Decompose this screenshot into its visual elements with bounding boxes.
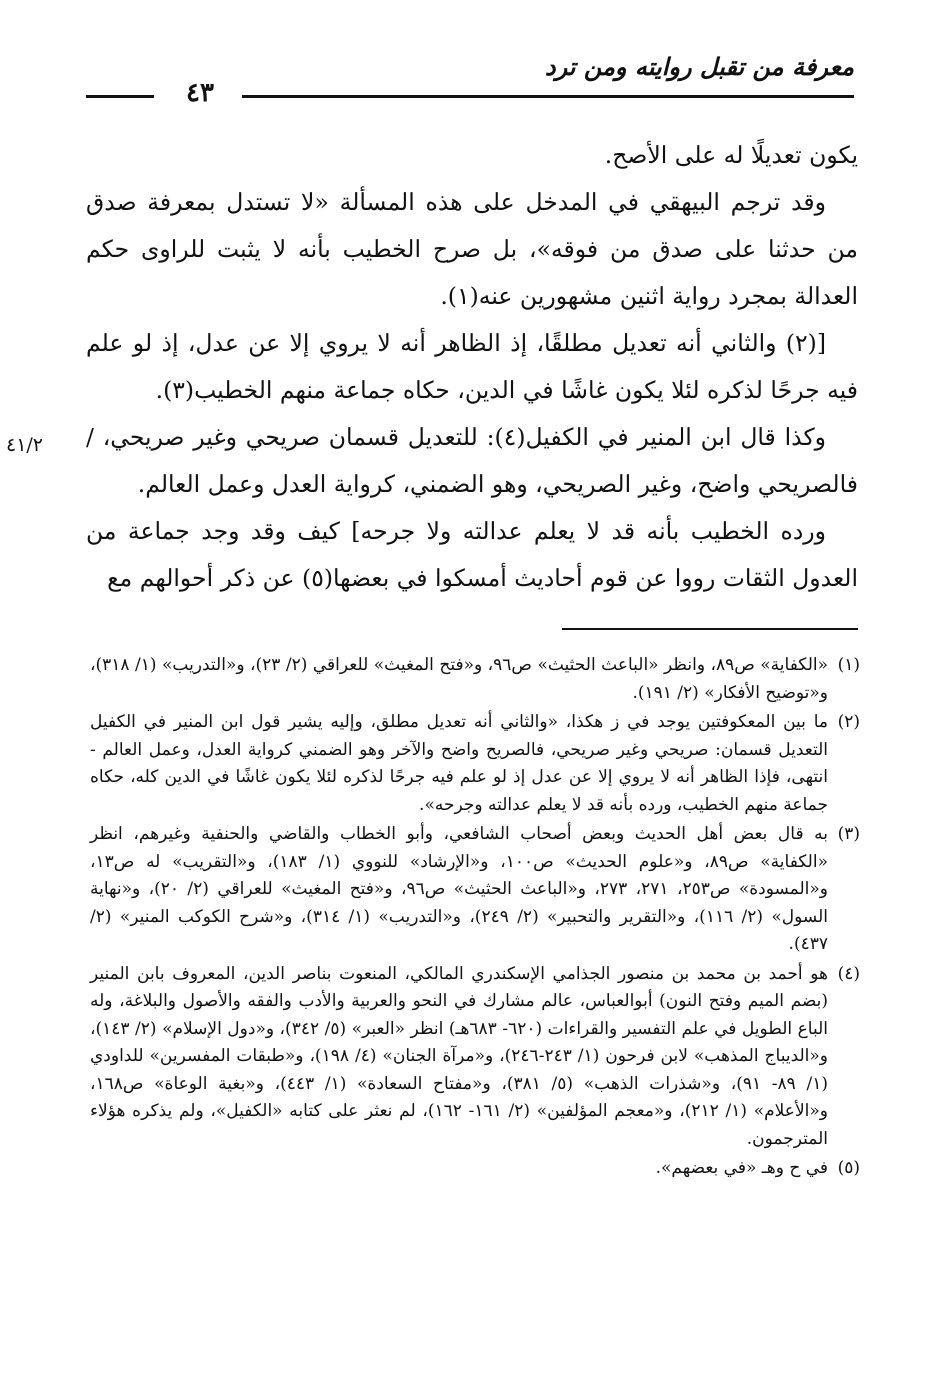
footnote-number: (٢) bbox=[837, 712, 860, 732]
footnote bbox=[90, 1155, 860, 1183]
footnote-separator bbox=[562, 628, 858, 630]
body-paragraph: يكون تعديلًا له على الأصح. bbox=[604, 141, 858, 169]
header-rule-left bbox=[86, 95, 154, 98]
footnote bbox=[90, 709, 860, 819]
footnote-text: به قال بعض أهل الحديث وبعض أصحاب الشافعي، وأبو الخطاب والقاضي والحنفية وغيرهم، انظر «الكفاية» ص٨٩، و«علوم الحديث» ص١٠٠، و«الإرشاد» للنووي (١/ ١٨٣)، و«التقريب» له ص١٣، و«المسودة» ص٢٥٣، ٢٧١، ٢٧٣، و«الباعث الحثيث» ص٩٦، و«فتح المغيث» للعراقي (٢/ ٢٠)، و«نهاية السول» (٢/ ١١٦)، و«التقرير والتحبير» (٢/ ٢٤٩)، و«التدريب» (١/ ٣١٤)، و«شرح الكوكب المنير» (٢/ ٤٣٧). bbox=[90, 824, 829, 954]
body-paragraph: ورده الخطيب بأنه قد لا يعلم عدالته ولا جرحه] كيف وقد وجد جماعة من العدول الثقات رووا عن قوم أحاديث أمسكوا في بعضها(٥) عن ذكر أحوالهم مع bbox=[86, 517, 858, 592]
main-text bbox=[86, 132, 858, 602]
footnotes bbox=[90, 652, 860, 1185]
header-rule bbox=[242, 95, 854, 98]
page-number: ٤٣ bbox=[186, 78, 214, 108]
footnote-text: في ح وهـ «في بعضهم». bbox=[655, 1158, 828, 1178]
margin-manuscript-ref: ٤١/٢ bbox=[6, 434, 44, 456]
footnote-number: (٤) bbox=[837, 963, 860, 984]
footnote-text: ما بين المعكوفتين يوجد في ز هكذا، «والثاني أنه تعديل مطلق، وإليه يشير قول ابن المنير في الكفيل التعديل قسمان: صريحي وغير صريحي، فالصريح واضح والآخر وهو الضمني كرواية العدل، وعمل العالم - انتهى، فإذا الظاهر أنه لا يروي إلا عن عدل إذ لو علم فيه جرحًا لذكره لئلا يكون غاشًا في الدين كله، حكاه جماعة منهم الخطيب، ورده بأنه قد لا يعلم عدالته وجرحه». bbox=[90, 712, 828, 815]
body-paragraph: وقد ترجم البيهقي في المدخل على هذه المسألة «لا تستدل بمعرفة صدق من حدثنا على صدق من فوقه»، بل صرح الخطيب بأنه لا يثبت للراوى حكم العدالة بمجرد رواية اثنين مشهورين عنه(١). bbox=[86, 188, 858, 310]
footnote bbox=[90, 961, 860, 1154]
footnote-text: هو أحمد بن محمد بن منصور الجذامي الإسكندري المالكي، المنعوت بناصر الدين، المعروف بابن المنير (بضم الميم وفتح النون) أبوالعباس، عالم مشارك في النحو والعربية والأدب والفقه والأصول والبلاغة، وله الباع الطويل في علم التفسير والقراءات (٦٢٠- ٦٨٣هـ) انظر «العبر» (٥/ ٣٤٢)، و«دول الإسلام» (٢/ ١٤٣)، و«الديباج المذهب» لابن فرحون (١/ ٢٤٣-٢٤٦)، و«مرآة الجنان» (٤/ ١٩٨)، و«طبقات المفسرين» للداودي (١/ ٨٩- ٩١)، و«شذرات الذهب» (٥/ ٣٨١)، و«مفتاح السعادة» (١/ ٤٤٣)، و«بغية الوعاة» ص١٦٨، و«الأعلام» (١/ ٢١٢)، و«معجم المؤلفين» (٢/ ١٦١- ١٦٢)، لم نعثر على كتابه «الكفيل»، ولم يذكره هؤلاء المترجمون. bbox=[90, 963, 829, 1149]
footnote-number: (١) bbox=[837, 655, 860, 675]
body-paragraph: [(٢) والثاني أنه تعديل مطلقًا، إذ الظاهر أنه لا يروي إلا عن عدل، إذ لو علم فيه جرحًا لذكره لئلا يكون غاشًا في الدين، حكاه جماعة منهم الخطيب(٣). bbox=[86, 329, 858, 404]
footnote bbox=[90, 652, 860, 707]
footnote-text: «الكفاية» ص٨٩، وانظر «الباعث الحثيث» ص٩٦، و«فتح المغيث» للعراقي (٢/ ٢٣)، و«التدريب» (١/ ٣١٨)، و«توضيح الأفكار» (٢/ ١٩١). bbox=[90, 655, 829, 703]
footnote-number: (٥) bbox=[837, 1158, 860, 1178]
footnote-number: (٣) bbox=[837, 824, 860, 844]
footnote bbox=[90, 821, 860, 959]
running-title: معرفة من تقبل روايته ومن ترد bbox=[544, 52, 854, 81]
body-paragraph: وكذا قال ابن المنير في الكفيل(٤): للتعديل قسمان صريحي وغير صريحي، / فالصريحي واضح، وغير الصريحي، وهو الضمني، كرواية العدل وعمل العالم. bbox=[86, 423, 858, 498]
